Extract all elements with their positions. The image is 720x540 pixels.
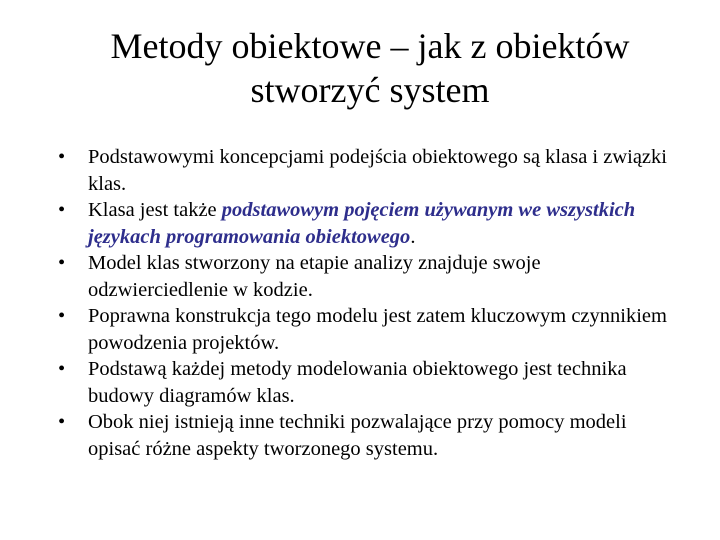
slide-title-line-1: Metody obiektowe – jak z obiektów: [110, 26, 630, 66]
bullet-text: Podstawowymi koncepcjami podejścia obiektowego są klasa i związki klas.: [88, 146, 667, 195]
bullet-text: Poprawna konstrukcja tego modelu jest zatem kluczowym czynnikiem powodzenia projektów.: [88, 305, 667, 354]
bullet-text: Podstawą każdej metody modelowania obiektowego jest technika budowy diagramów klas.: [88, 358, 627, 407]
bullet-item-6: [58, 409, 668, 462]
bullet-icon: •: [58, 305, 66, 327]
slide-title: [40, 24, 700, 112]
bullet-text: Obok niej istnieją inne techniki pozwalające przy pomocy modeli opisać różne aspekty tworzonego systemu.: [88, 411, 627, 460]
bullet-text-after: .: [410, 225, 416, 248]
bullet-text-before: Klasa jest także: [88, 199, 222, 221]
bullet-item-4: [58, 303, 668, 356]
bullet-icon: •: [58, 411, 66, 433]
bullet-item-5: [58, 356, 668, 409]
bullet-item-3: [58, 250, 668, 303]
bullet-list: [58, 144, 668, 462]
bullet-icon: •: [58, 252, 66, 274]
slide-title-line-2: stworzyć system: [250, 70, 490, 110]
bullet-icon: •: [58, 358, 66, 380]
bullet-text: Model klas stworzony na etapie analizy znajduje swoje odzwierciedlenie w kodzie.: [88, 252, 541, 301]
bullet-icon: •: [58, 199, 66, 221]
bullet-emphasis: podstawowym pojęciem używanym we wszystkich językach programowania obiektowego: [88, 199, 636, 248]
bullet-icon: •: [58, 146, 66, 168]
bullet-item-2: [58, 197, 668, 250]
bullet-item-1: [58, 144, 668, 197]
